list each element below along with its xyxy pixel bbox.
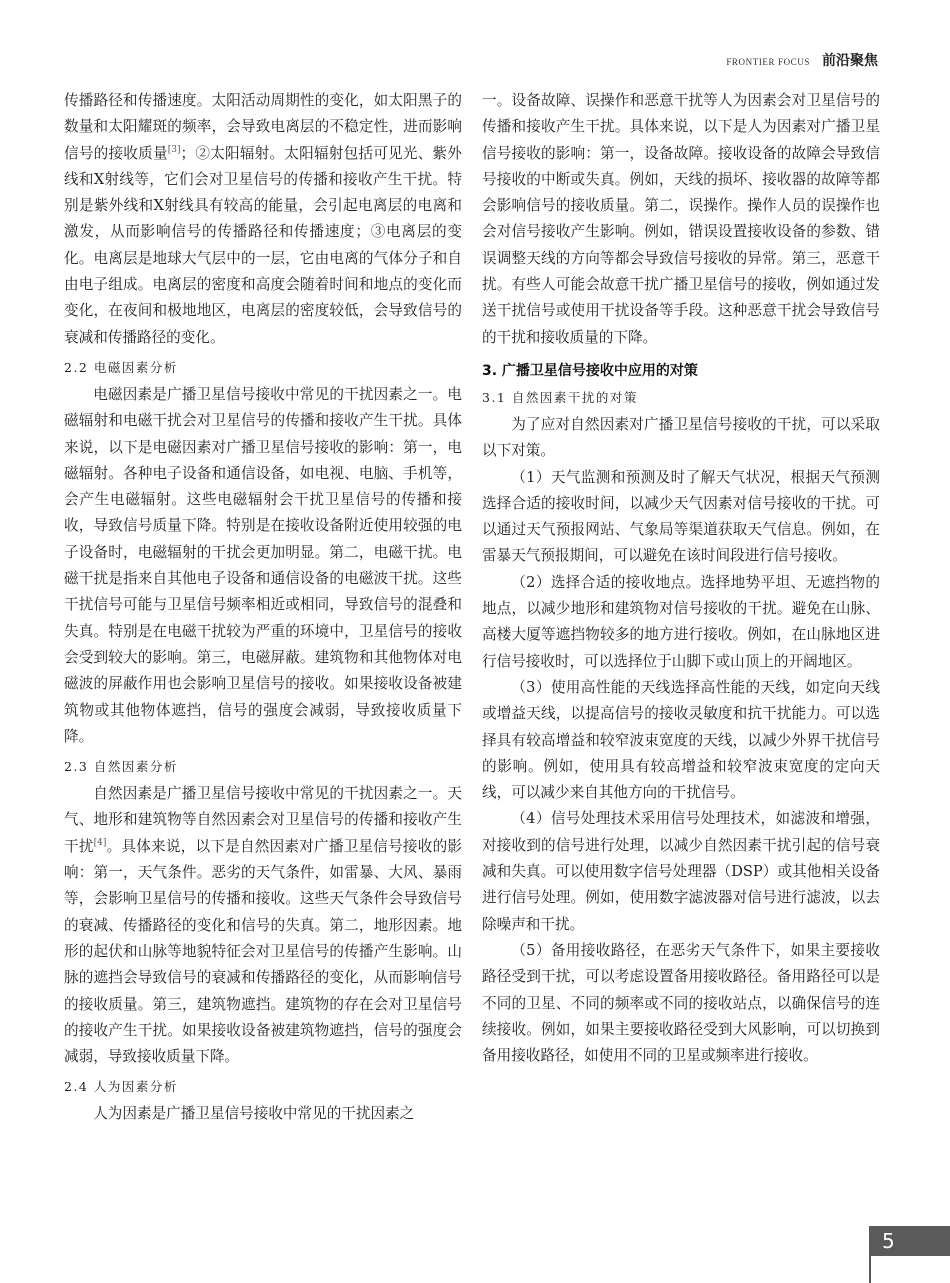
paragraph-high-performance-antenna: （3）使用高性能的天线选择高性能的天线，如定向天线或增益天线，以提高信号的接收灵敏度和抗干扰能力。可以选择具有较高增益和较窄波束宽度的天线，以减少外界干扰信号的影响。例如，使用具有较高增益和较窄波束宽度的定向天线，可以减少来自其他方向的干扰信号。 [482, 678, 880, 802]
citation-ref[interactable]: [3] [167, 144, 181, 155]
paragraph-solar-factors: 传播路径和传播速度。太阳活动周期性的变化，如太阳黑子的数量和太阳耀斑的频率，会导致电离层的不稳定性，进而影响信号的接收质量[3]；②太阳辐射。太阳辐射包括可见光、紫外线和X射线等，它们会对卫星信号的传播和接收产生干扰。特别是紫外线和X射线具有较高的能量，会引起电离层的电离和激发，从而影响信号的传播路径和传播速度；③电离层的变化。电离层是地球大气层中的一层，它由电离的气体分子和自由电子组成。电离层的密度和高度会随着时间和地点的变化而变化，在夜间和极地地区，电离层的密度较低，会导致信号的衰减和传播路径的变化。 [64, 92, 462, 346]
right-column [482, 88, 880, 1069]
section-heading-2-3: 2.3 自然因素分析 [64, 759, 178, 775]
page-number: 5 [870, 1226, 950, 1256]
section-heading-2-4: 2.4 人为因素分析 [64, 1079, 178, 1095]
paragraph-countermeasures-intro: 为了应对自然因素对广播卫星信号接收的干扰，可以采取以下对策。 [482, 415, 880, 460]
left-column [64, 88, 462, 1128]
paragraph-human-factors: 人为因素是广播卫星信号接收中常见的干扰因素之 [93, 1105, 415, 1123]
journal-name-en: FRONTIER FOCUS [726, 57, 810, 67]
section-heading-3-1: 3.1 自然因素干扰的对策 [482, 389, 638, 405]
paragraph-natural-factors: 自然因素是广播卫星信号接收中常见的干扰因素之一。天气、地形和建筑物等自然因素会对卫星信号的传播和接收产生干扰[4]。具体来说，以下是自然因素对广播卫星信号接收的影响：第一，天气条件。恶劣的天气条件，如雷暴、大风、暴雨等，会影响卫星信号的传播和接收。这些天气条件会导致信号的衰减、传播路径的变化和信号的失真。第二，地形因素。地形的起伏和山脉等地貌特征会对卫星信号的传播产生影响。山脉的遮挡会导致信号的衰减和传播路径的变化，从而影响信号的接收质量。第三，建筑物遮挡。建筑物的存在会对卫星信号的接收产生干扰。如果接收设备被建筑物遮挡，信号的强度会减弱，导致接收质量下降。 [64, 785, 462, 1066]
paragraph-human-factors-cont: 一。设备故障、误操作和恶意干扰等人为因素会对卫星信号的传播和接收产生干扰。具体来说，以下是人为因素对广播卫星信号接收的影响：第一，设备故障。接收设备的故障会导致信号接收的中断或失真。例如，天线的损坏、接收器的故障等都会影响信号的接收质量。第二，误操作。操作人员的误操作也会对信号接收产生影响。例如，错误设置接收设备的参数、错误调整天线的方向等都会导致信号接收的异常。第三，恶意干扰。有些人可能会故意干扰广播卫星信号的接收，例如通过发送干扰信号或使用干扰设备等手段。这种恶意干扰会导致信号的干扰和接收质量的下降。 [482, 92, 880, 346]
section-heading-2-2: 2.2 电磁因素分析 [64, 359, 178, 375]
section-heading-3: 3. 广播卫星信号接收中应用的对策 [482, 362, 698, 379]
journal-name-cn: 前沿聚焦 [822, 53, 878, 69]
paragraph-reception-site: （2）选择合适的接收地点。选择地势平坦、无遮挡物的地点，以减少地形和建筑物对信号接收的干扰。避免在山脉、高楼大厦等遮挡物较多的地方进行接收。例如，在山脉地区进行信号接收时，可以选择位于山脚下或山顶上的开阔地区。 [482, 573, 880, 670]
paragraph-weather-monitoring: （1）天气监测和预测及时了解天气状况，根据天气预测选择合适的接收时间，以减少天气因素对信号接收的干扰。可以通过天气预报网站、气象局等渠道获取天气信息。例如，在雷暴天气预报期间，可以避免在该时间段进行信号接收。 [482, 468, 880, 565]
paragraph-signal-processing: （4）信号处理技术采用信号处理技术，如滤波和增强，对接收到的信号进行处理，以减少自然因素干扰引起的信号衰减和失真。可以使用数字信号处理器（DSP）或其他相关设备进行信号处理。例如，使用数字滤波器对信号进行滤波，以去除噪声和干扰。 [482, 810, 880, 933]
running-header [726, 50, 878, 70]
paragraph-backup-path: （5）备用接收路径，在恶劣天气条件下，如果主要接收路径受到干扰，可以考虑设置备用接收路径。备用路径可以是不同的卫星、不同的频率或不同的接收站点，以确保信号的连续接收。例如，如果主要接收路径受到大风影响，可以切换到备用接收路径，如使用不同的卫星或频率进行接收。 [482, 941, 880, 1065]
paragraph-electromagnetic: 电磁因素是广播卫星信号接收中常见的干扰因素之一。电磁辐射和电磁干扰会对卫星信号的传播和接收产生干扰。具体来说，以下是电磁因素对广播卫星信号接收的影响：第一，电磁辐射。各种电子设备和通信设备，如电视、电脑、手机等，会产生电磁辐射。这些电磁辐射会干扰卫星信号的传播和接收，导致信号质量下降。特别是在接收设备附近使用较强的电子设备时，电磁辐射的干扰会更加明显。第二，电磁干扰。电磁干扰是指来自其他电子设备和通信设备的电磁波干扰。这些干扰信号可能与卫星信号频率相近或相同，导致信号的混叠和失真。特别是在电磁干扰较为严重的环境中，卫星信号的接收会受到较大的影响。第三，电磁屏蔽。建筑物和其他物体对电磁波的屏蔽作用也会影响卫星信号的接收。如果接收设备被建筑物或其他物体遮挡，信号的强度会减弱，导致接收质量下降。 [64, 385, 462, 745]
citation-ref[interactable]: [4] [93, 837, 107, 848]
